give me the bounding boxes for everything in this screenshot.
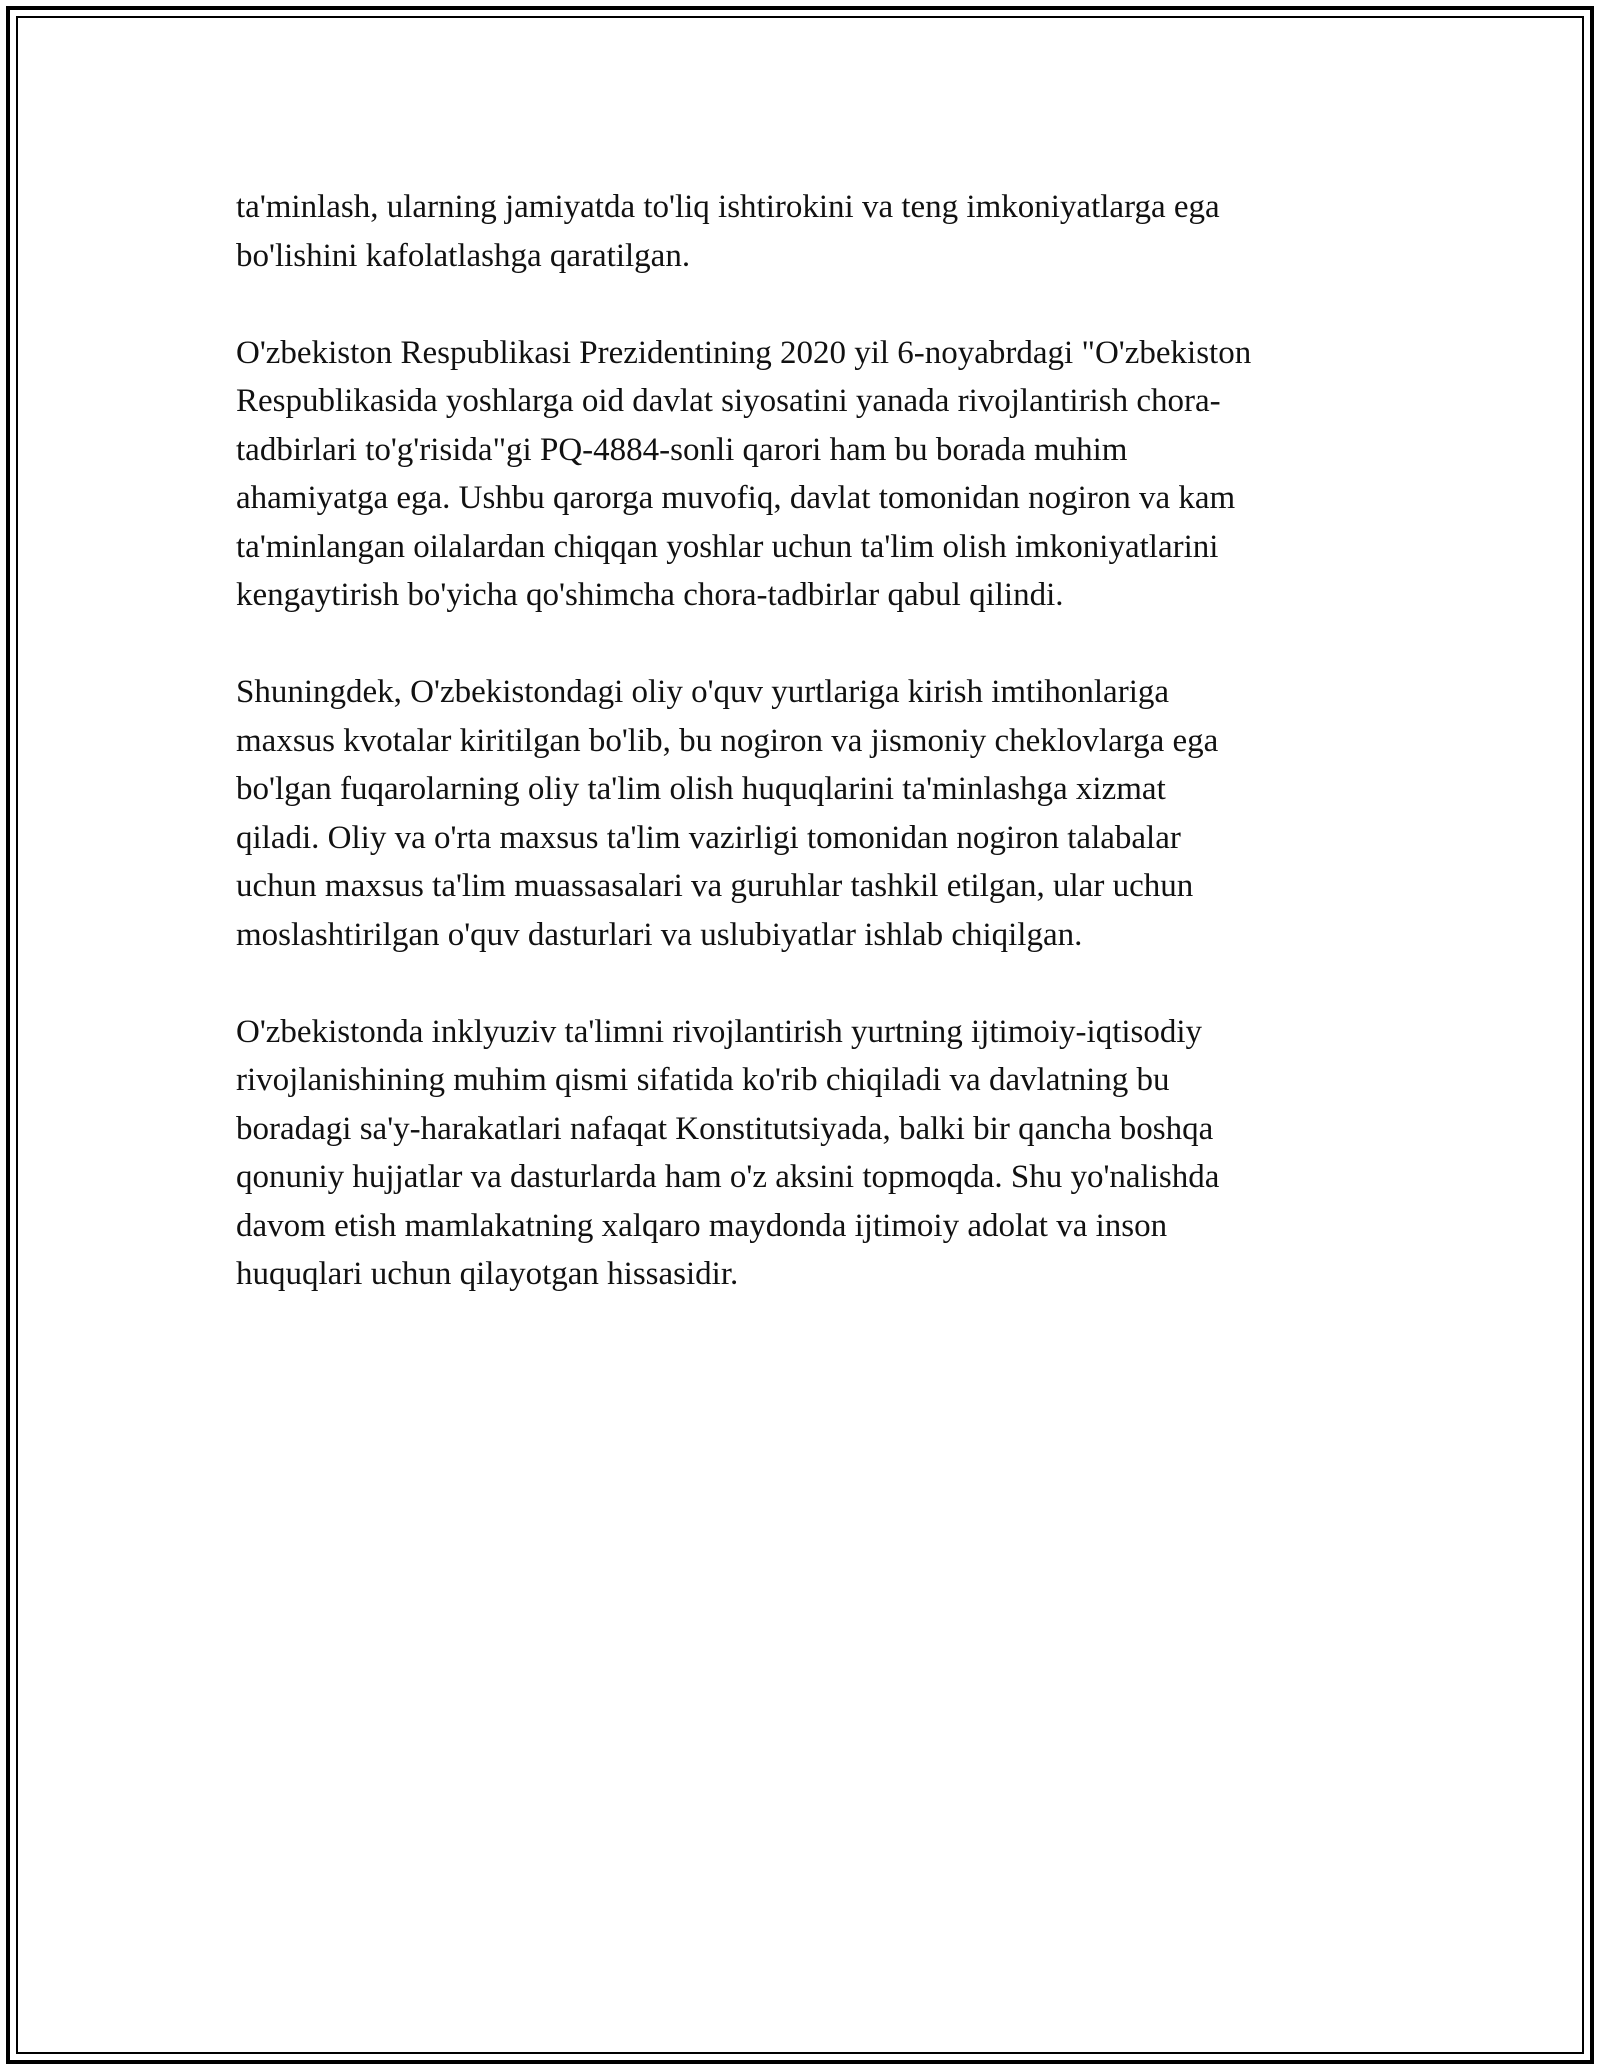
paragraph-3 [236, 668, 1376, 959]
paragraph-line: davom etish mamlakatning xalqaro maydonda ijtimoiy adolat va inson [236, 1207, 1168, 1244]
paragraph-line: tadbirlari to'g'risida"gi PQ-4884-sonli qarori ham bu borada muhim [236, 431, 1128, 468]
paragraph-line: ahamiyatga ega. Ushbu qarorga muvofiq, davlat tomonidan nogiron va kam [236, 480, 1236, 516]
paragraph-line: O'zbekistonda inklyuziv ta'limni rivojlantirish yurtning ijtimoiy-iqtisodiy [236, 1013, 1203, 1050]
paragraph-line: bo'lgan fuqarolarning oliy ta'lim olish huquqlarini ta'minlashga xizmat [236, 771, 1166, 807]
paragraph-line: qiladi. Oliy va o'rta maxsus ta'lim vazirligi tomonidan nogiron talabalar [236, 819, 1181, 856]
paragraph-line: kengaytirish bo'yicha qo'shimcha chora-tadbirlar qabul qilindi. [236, 577, 1064, 613]
paragraph-2 [236, 329, 1376, 620]
paragraph-line: uchun maxsus ta'lim muassasalari va guruhlar tashkil etilgan, ular uchun [236, 868, 1194, 904]
document-body [236, 183, 1376, 1347]
paragraph-1 [236, 183, 1376, 280]
paragraph-line: ta'minlangan oilalardan chiqqan yoshlar uchun ta'lim olish imkoniyatlarini [236, 528, 1219, 565]
paragraph-line: huquqlari uchun qilayotgan hissasidir. [236, 1256, 739, 1292]
paragraph-line: Shuningdek, O'zbekistondagi oliy o'quv yurtlariga kirish imtihonlariga [236, 674, 1170, 710]
paragraph-line: Respublikasida yoshlarga oid davlat siyosatini yanada rivojlantirish chora- [236, 383, 1221, 419]
paragraph-line: rivojlanishining muhim qismi sifatida ko'rib chiqiladi va davlatning bu [236, 1062, 1170, 1098]
paragraph-line: moslashtirilgan o'quv dasturlari va uslubiyatlar ishlab chiqilgan. [236, 916, 1083, 953]
paragraph-line: O'zbekiston Respublikasi Prezidentining 2020 yil 6-noyabrdagi "O'zbekiston [236, 334, 1252, 371]
paragraph-line: qonuniy hujjatlar va dasturlarda ham o'z aksini topmoqda. Shu yo'nalishda [236, 1159, 1220, 1195]
paragraph-4 [236, 1008, 1376, 1299]
paragraph-line: boradagi sa'y-harakatlari nafaqat Konstitutsiyada, balki bir qancha boshqa [236, 1110, 1214, 1147]
paragraph-line: ta'minlash, ularning jamiyatda to'liq ishtirokini va teng imkoniyatlarga ega [236, 189, 1220, 225]
paragraph-line: bo'lishini kafolatlashga qaratilgan. [236, 237, 691, 274]
paragraph-line: maxsus kvotalar kiritilgan bo'lib, bu nogiron va jismoniy cheklovlarga ega [236, 722, 1219, 759]
